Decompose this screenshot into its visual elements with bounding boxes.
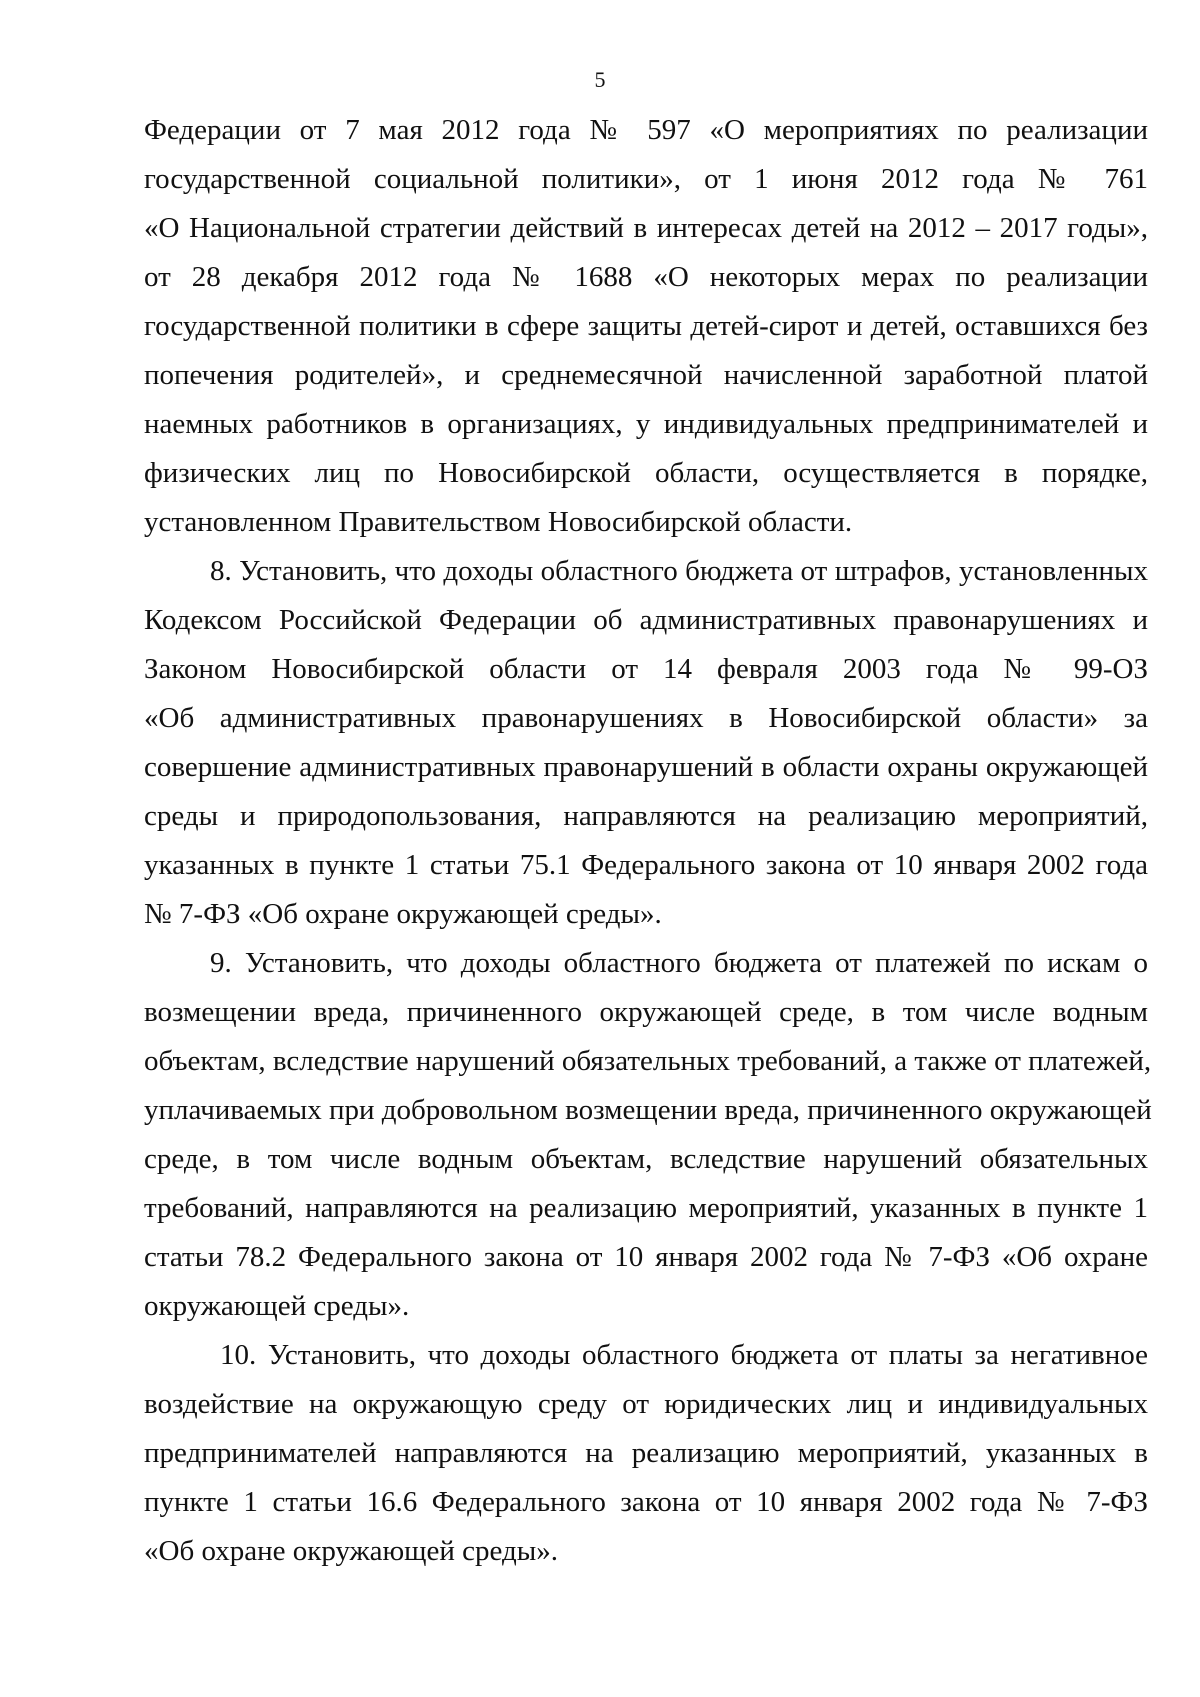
text-line: 9. Установить, что доходы областного бюджета от платежей по искам о [210, 947, 1148, 979]
paragraph-8 [144, 547, 1148, 939]
paragraph-10 [144, 1331, 1148, 1576]
text-line: среде, в том числе водным объектам, вследствие нарушений обязательных [144, 1143, 1148, 1175]
text-line: физических лиц по Новосибирской области, осуществляется в порядке, [144, 457, 1148, 489]
text-line: 8. Установить, что доходы областного бюджета от штрафов, установленных [210, 555, 1148, 587]
text-line: государственной политики в сфере защиты детей-сирот и детей, оставшихся без [144, 310, 1148, 342]
text-line: пункте 1 статьи 16.6 Федерального закона от 10 января 2002 года № 7-ФЗ [144, 1486, 1148, 1518]
text-line: предпринимателей направляются на реализацию мероприятий, указанных в [144, 1437, 1148, 1469]
text-line: 10. Установить, что доходы областного бюджета от платы за негативное [220, 1339, 1148, 1371]
page-number: 5 [594, 67, 606, 92]
text-line: наемных работников в организациях, у индивидуальных предпринимателей и [144, 408, 1148, 440]
text-line: от 28 декабря 2012 года № 1688 «О некоторых мерах по реализации [144, 261, 1148, 293]
text-line: Федерации от 7 мая 2012 года № 597 «О мероприятиях по реализации [144, 114, 1148, 146]
text-line: Кодексом Российской Федерации об административных правонарушениях и [144, 604, 1148, 636]
text-line: № 7-ФЗ «Об охране окружающей среды». [144, 898, 662, 930]
text-line: окружающей среды». [144, 1290, 410, 1322]
paragraph-continuation [144, 106, 1148, 547]
text-line: требований, направляются на реализацию мероприятий, указанных в пункте 1 [144, 1192, 1148, 1224]
text-line: указанных в пункте 1 статьи 75.1 Федерального закона от 10 января 2002 года [144, 849, 1148, 881]
text-line: объектам, вследствие нарушений обязательных требований, а также от платежей, [144, 1045, 1152, 1077]
text-line: «Об охране окружающей среды». [144, 1535, 558, 1567]
text-line: «Об административных правонарушениях в Новосибирской области» за [144, 702, 1148, 734]
text-line: статьи 78.2 Федерального закона от 10 января 2002 года № 7-ФЗ «Об охране [144, 1241, 1148, 1273]
text-line: среды и природопользования, направляются на реализацию мероприятий, [144, 800, 1148, 832]
text-line: Законом Новосибирской области от 14 февраля 2003 года № 99-ОЗ [144, 653, 1148, 685]
text-line: уплачиваемых при добровольном возмещении вреда, причиненного окружающей [144, 1094, 1152, 1126]
text-line: воздействие на окружающую среду от юридических лиц и индивидуальных [144, 1388, 1148, 1420]
text-line: возмещении вреда, причиненного окружающей среде, в том числе водным [144, 996, 1148, 1028]
document-body [144, 106, 1152, 1576]
text-line: совершение административных правонарушений в области охраны окружающей [144, 751, 1148, 783]
text-line: попечения родителей», и среднемесячной начисленной заработной платой [144, 359, 1148, 391]
text-line: государственной социальной политики», от 1 июня 2012 года № 761 [144, 163, 1148, 195]
text-line: «О Национальной стратегии действий в интересах детей на 2012 – 2017 годы», [144, 212, 1148, 244]
paragraph-9 [144, 939, 1152, 1331]
text-line: установленном Правительством Новосибирской области. [144, 506, 853, 538]
